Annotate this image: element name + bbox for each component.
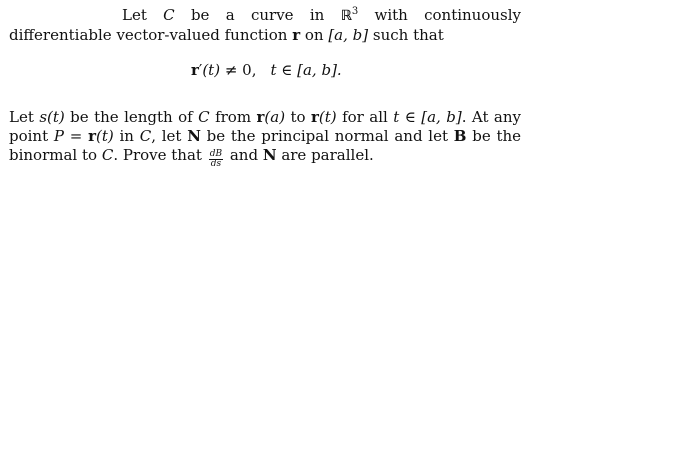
arc-length-symbol: s(t) — [39, 108, 65, 126]
fraction-denominator: ds — [210, 159, 222, 169]
argument: (t) — [95, 127, 114, 145]
relation: ≠ 0, — [220, 61, 257, 79]
main-paragraph — [9, 108, 521, 169]
text: be the binormal to — [9, 127, 522, 164]
binormal-symbol: B — [453, 127, 467, 145]
normal-symbol: N — [262, 146, 277, 164]
normal-symbol: N — [187, 127, 201, 145]
vector-function-symbol: r — [256, 108, 265, 126]
text: to — [285, 108, 311, 126]
text: . At any point — [9, 108, 521, 145]
text: . Prove that — [113, 146, 207, 164]
text: in — [113, 127, 140, 145]
fraction-numerator: dB — [209, 149, 223, 159]
condition: t ∈ [a, b] — [393, 108, 462, 126]
text: are parallel. — [276, 146, 374, 164]
problem-text — [9, 6, 521, 169]
curve-symbol: C — [139, 127, 152, 145]
argument: (t) — [202, 61, 221, 79]
text: , let — [151, 127, 188, 145]
vector-function-symbol: r — [191, 61, 199, 79]
text: be the length of — [64, 108, 199, 126]
text: Let — [122, 6, 164, 24]
text: be the principal normal and let — [200, 127, 454, 145]
curve-symbol: C — [198, 108, 210, 126]
equals: = — [63, 127, 89, 145]
text: such that — [368, 26, 444, 44]
prime: ′ — [198, 61, 203, 79]
argument: (a) — [264, 108, 286, 126]
text: on — [300, 26, 329, 44]
dimension-exponent: 3 — [351, 6, 359, 17]
interval: [a, b] — [328, 26, 369, 44]
display-equation — [9, 59, 521, 81]
text: Let — [9, 108, 40, 126]
argument: (t) — [318, 108, 337, 126]
derivative-fraction — [209, 150, 223, 169]
text: be a curve in — [174, 6, 341, 24]
text: with continuously differentiable vector-valued function — [9, 6, 521, 44]
text: and — [225, 146, 263, 164]
real-space-symbol: ℝ — [340, 8, 352, 24]
vector-function-symbol: r — [88, 127, 96, 145]
text: for all — [336, 108, 394, 126]
point-symbol: P — [53, 127, 64, 145]
curve-symbol: C — [163, 6, 175, 24]
vector-function-symbol: r — [292, 26, 301, 44]
condition: t ∈ [a, b]. — [270, 61, 342, 79]
vector-function-symbol: r — [311, 108, 319, 126]
curve-symbol: C — [101, 146, 114, 164]
text: from — [209, 108, 257, 126]
intro-paragraph — [9, 6, 521, 45]
